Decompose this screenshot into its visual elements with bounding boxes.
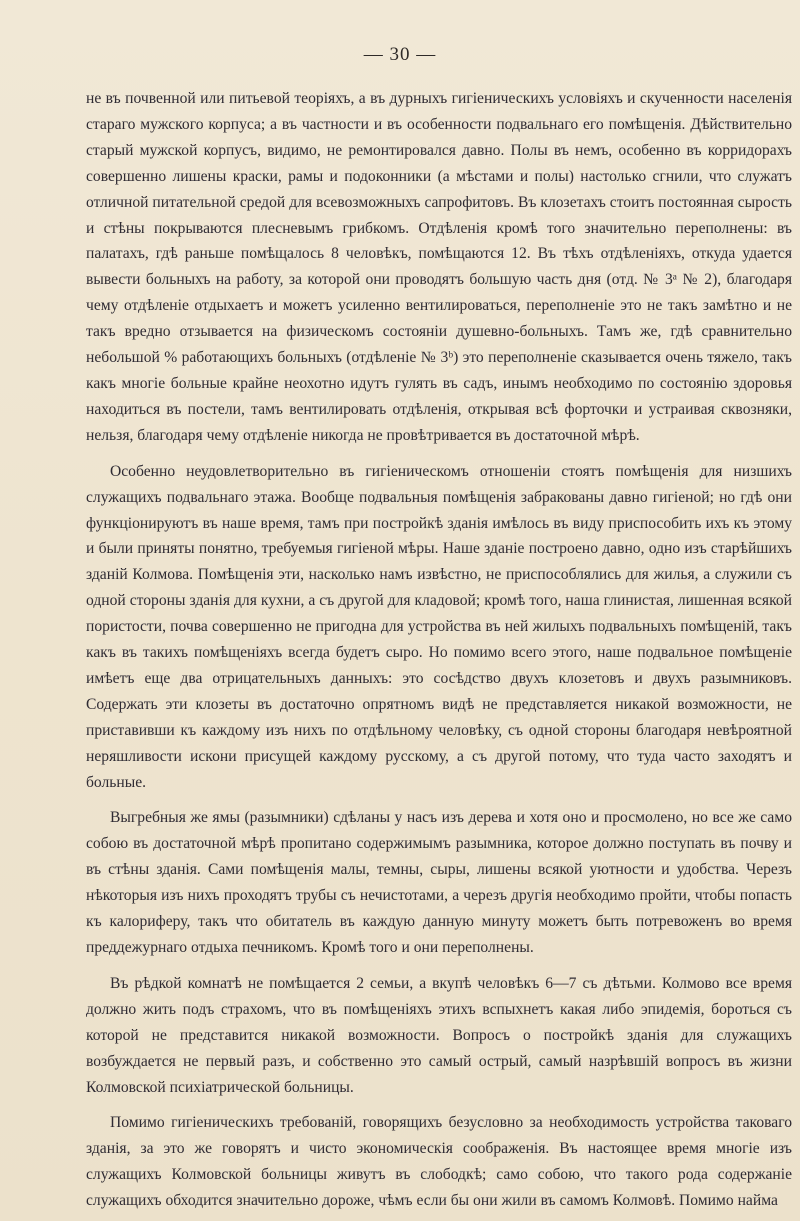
paragraph: Выгребныя же ямы (разымники) сдѣланы у насъ изъ дерева и хотя оно и просмолено, но все же само собою въ достаточной мѣрѣ пропитано содержимымъ разымника, которое должно поступать въ почву и въ стѣны зданія. Сами помѣщенія малы, темны, сыры, лишены всякой уютности и удобства. Черезъ нѣкоторыя изъ нихъ проходятъ трубы съ нечистотами, а черезъ другія необходимо пройти, чтобы попасть къ калориферу, такъ что обитатель въ каждую данную минуту можетъ быть потревоженъ во время преддежурнаго отдыха печникомъ. Кромѣ того и они переполнены.: [86, 809, 792, 956]
page-number: — 30 —: [363, 44, 437, 65]
paragraph: Помимо гигіеническихъ требованій, говорящихъ безусловно за необходимость устройства таковаго зданія, за это же говорятъ и чисто экономическія соображенія. Въ настоящее время многіе изъ служащихъ Колмовской больницы живутъ въ слободкѣ; само собою, что такого рода содержаніе служащихъ обходится значительно дороже, чѣмъ если бы они жили въ самомъ Колмовѣ. Помимо найма: [86, 1114, 792, 1210]
paragraph: не въ почвенной или питьевой теоріяхъ, а въ дурныхъ гигіеническихъ условіяхъ и скученности населенія стараго мужского корпуса; а въ частности и въ особенности подвальнаго его помѣщенія. Дѣйствительно старый мужской корпусъ, видимо, не ремонтировался давно. Полы въ немъ, особенно въ корридорахъ совершенно лишены краски, рамы и подоконники (а мѣстами и полы) настолько сгнили, что служатъ отличной питательной средой для всевозможныхъ сапрофитовъ. Въ клозетахъ стоитъ постоянная сырость и стѣны покрываются плесневымъ грибкомъ. Отдѣленія кромѣ того значительно переполнены: въ палатахъ, гдѣ раньше помѣщалось 8 человѣкъ, помѣщаются 12. Въ тѣхъ отдѣленіяхъ, откуда удается вывести больныхъ на работу, за которой они проводятъ большую часть дня (отд. № 3ᵃ № 2), благодаря чему отдѣленіе отдыхаетъ и можетъ усиленно вентилироваться, переполненіе это не такъ замѣтно и не такъ вредно отзывается на физическомъ состояніи душевно-больныхъ. Тамъ же, гдѣ сравнительно небольшой % работающихъ больныхъ (отдѣленіе № 3ᵇ) это переполненіе сказывается очень тяжело, такъ какъ многіе больные крайне неохотно идутъ гулять въ садъ, инымъ необходимо по состоянію здоровья находиться въ постели, тамъ вентилировать отдѣленія, открывая всѣ форточки и устраивая сквозняки, нельзя, благодаря чему отдѣленіе никогда не провѣтривается въ достаточной мѣрѣ.: [86, 90, 792, 444]
body-text: [86, 86, 792, 1214]
paragraph: Особенно неудовлетворительно въ гигіеническомъ отношеніи стоятъ помѣщенія для низшихъ служащихъ подвальнаго этажа. Вообще подвальныя помѣщенія забракованы давно гигіеной; но гдѣ они функціонируютъ въ наше время, тамъ при постройкѣ зданія имѣлось въ виду приспособить ихъ къ этому и были приняты понятно, требуемыя гигіеной мѣры. Наше зданіе построено давно, одно изъ старѣйшихъ зданій Колмова. Помѣщенія эти, насколько намъ извѣстно, не приспособлялись для жилья, а служили съ одной стороны зданія для кухни, а съ другой для кладовой; кромѣ того, наша глинистая, лишенная всякой пористости, почва совершенно не пригодна для устройства въ ней жилыхъ подвальныхъ помѣщеній, такъ какъ въ такихъ помѣщеніяхъ всегда будетъ сыро. Но помимо всего этого, наше подвальное помѣщеніе имѣетъ еще два отрицательныхъ данныхъ: это сосѣдство двухъ клозетовъ и двухъ разымниковъ. Содержать эти клозеты въ достаточно опрятномъ видѣ не представляется никакой возможности, не приставивши къ каждому изъ нихъ по отдѣльному человѣку, съ одной стороны благодаря невѣроятной неряшливости искони присущей каждому русскому, а съ другой потому, что туда часто заходятъ и больные.: [86, 462, 792, 791]
paragraph: Въ рѣдкой комнатѣ не помѣщается 2 семьи, а вкупѣ человѣкъ 6—7 съ дѣтьми. Колмово все время должно жить подъ страхомъ, что въ помѣщеніяхъ этихъ вспыхнетъ какая либо эпидемія, бороться съ которой не представится никакой возможности. Вопросъ о постройкѣ зданія для служащихъ возбуждается не первый разъ, и собственно это самый острый, самый назрѣвшій вопросъ въ жизни Колмовской психіатрической больницы.: [86, 974, 792, 1096]
